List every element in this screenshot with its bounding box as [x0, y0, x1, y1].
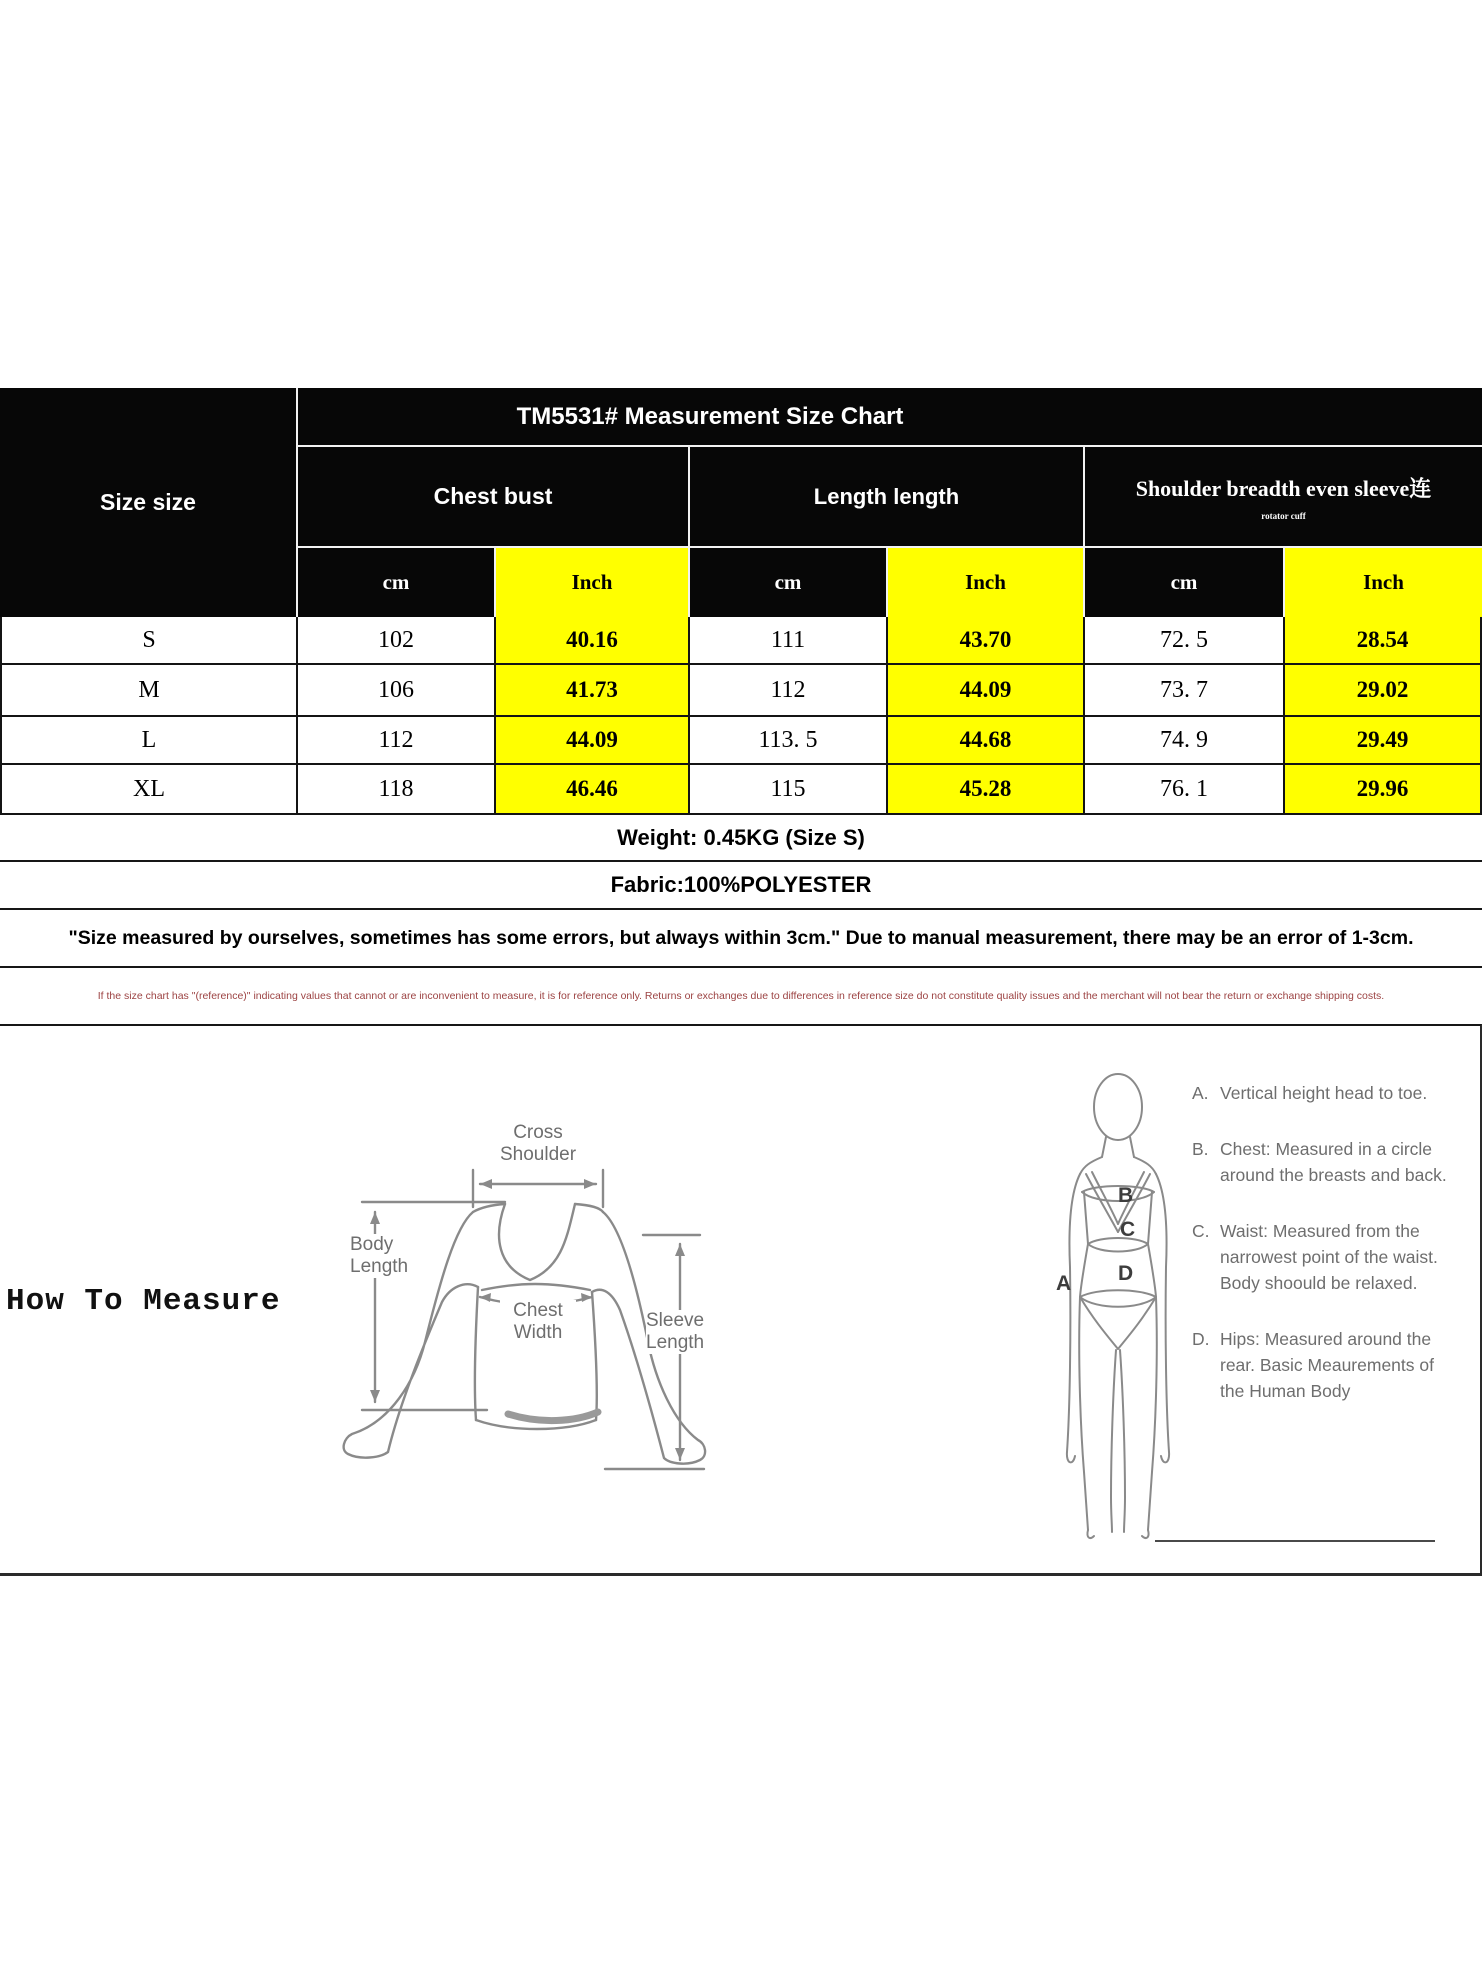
disclaimer-row: "Size measured by ourselves, sometimes has some errors, but always within 3cm." Due to manual measurement, there may be an error of 1-3cm. — [0, 910, 1482, 968]
body-length-label: Body Length — [350, 1234, 416, 1278]
instruction-a-text: Vertical height head to toe. — [1220, 1083, 1428, 1103]
sleeve-length-label: Sleeve Length — [646, 1310, 718, 1354]
row-xl-size: XL — [0, 765, 298, 815]
row-m-length-cm: 112 — [690, 665, 888, 717]
row-l-length-inch: 44.68 — [888, 717, 1085, 765]
instruction-b — [1192, 1136, 1448, 1188]
row-l-length-cm: 113. 5 — [690, 717, 888, 765]
chest-inch-header: Inch — [496, 548, 690, 617]
figure-label-b: B — [1118, 1184, 1134, 1207]
size-column-header: Size size — [0, 388, 298, 617]
instruction-c-prefix: C. — [1192, 1221, 1210, 1241]
instruction-a-prefix: A. — [1192, 1083, 1209, 1103]
figure-label-d: D — [1118, 1262, 1134, 1285]
weight-row: Weight: 0.45KG (Size S) — [0, 815, 1482, 862]
row-m-chest-inch: 41.73 — [496, 665, 690, 717]
instruction-c — [1192, 1218, 1448, 1296]
chest-cm-header: cm — [298, 548, 496, 617]
instruction-a — [1192, 1080, 1448, 1106]
row-s-shoulder-cm: 72. 5 — [1085, 617, 1285, 665]
body-measurement-figure — [1040, 1052, 1190, 1552]
row-m-size: M — [0, 665, 298, 717]
figure-label-a: A — [1056, 1272, 1072, 1295]
figure-underline — [1155, 1540, 1435, 1542]
shoulder-group-sublabel: rotator cuff — [1261, 511, 1306, 521]
measurement-instructions — [1192, 1080, 1448, 1434]
row-xl-length-cm: 115 — [690, 765, 888, 815]
instruction-c-text: Waist: Measured from the narrowest point of the waist. Body shoould be relaxed. — [1220, 1221, 1438, 1293]
measurement-size-table — [0, 388, 1482, 815]
row-s-shoulder-inch: 28.54 — [1285, 617, 1482, 665]
chest-width-label: Chest Width — [500, 1300, 576, 1344]
row-s-length-cm: 111 — [690, 617, 888, 665]
length-cm-header: cm — [690, 548, 888, 617]
row-s-chest-cm: 102 — [298, 617, 496, 665]
cross-shoulder-label: Cross Shoulder — [488, 1122, 588, 1166]
row-l-shoulder-inch: 29.49 — [1285, 717, 1482, 765]
reference-note-row: If the size chart has "(reference)" indicating values that cannot or are inconvenient to measure, it is for reference only. Returns or exchanges due to differences in reference size do not constitute quality issues and the merchant will not bear the return or exchange shipping costs. — [0, 968, 1482, 1024]
figure-label-c: C — [1120, 1218, 1136, 1241]
row-l-chest-cm: 112 — [298, 717, 496, 765]
shoulder-group-label: Shoulder breadth even sleeve连 — [1135, 476, 1432, 501]
row-l-chest-inch: 44.09 — [496, 717, 690, 765]
table-title: TM5531# Measurement Size Chart — [298, 388, 1482, 447]
how-to-measure-section — [0, 1024, 1482, 1576]
row-xl-shoulder-inch: 29.96 — [1285, 765, 1482, 815]
how-to-measure-heading: How To Measure — [6, 1284, 281, 1319]
row-xl-length-inch: 45.28 — [888, 765, 1085, 815]
row-m-chest-cm: 106 — [298, 665, 496, 717]
shoulder-cm-header: cm — [1085, 548, 1285, 617]
row-m-shoulder-cm: 73. 7 — [1085, 665, 1285, 717]
instruction-b-prefix: B. — [1192, 1139, 1209, 1159]
row-xl-chest-cm: 118 — [298, 765, 496, 815]
instruction-b-text: Chest: Measured in a circle around the breasts and back. — [1220, 1139, 1447, 1185]
row-m-length-inch: 44.09 — [888, 665, 1085, 717]
row-xl-shoulder-cm: 76. 1 — [1085, 765, 1285, 815]
length-group-header: Length length — [690, 447, 1085, 548]
instruction-d-prefix: D. — [1192, 1329, 1210, 1349]
instruction-d — [1192, 1326, 1448, 1404]
fabric-row: Fabric:100%POLYESTER — [0, 862, 1482, 910]
instruction-d-text: Hips: Measured around the rear. Basic Meaurements of the Human Body — [1220, 1329, 1434, 1401]
shoulder-inch-header: Inch — [1285, 548, 1482, 617]
row-l-size: L — [0, 717, 298, 765]
row-s-chest-inch: 40.16 — [496, 617, 690, 665]
row-s-size: S — [0, 617, 298, 665]
length-inch-header: Inch — [888, 548, 1085, 617]
row-l-shoulder-cm: 74. 9 — [1085, 717, 1285, 765]
chest-group-header: Chest bust — [298, 447, 690, 548]
row-m-shoulder-inch: 29.02 — [1285, 665, 1482, 717]
row-s-length-inch: 43.70 — [888, 617, 1085, 665]
row-xl-chest-inch: 46.46 — [496, 765, 690, 815]
shoulder-group-header — [1085, 447, 1482, 548]
